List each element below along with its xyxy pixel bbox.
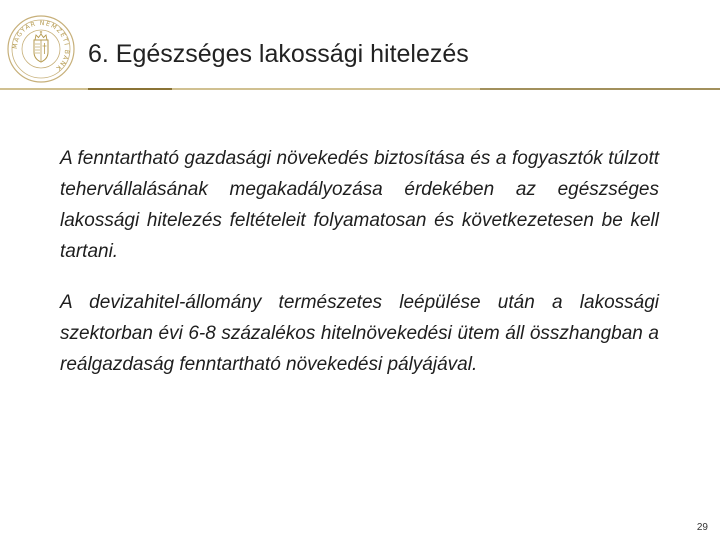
body-paragraph-1: A fenntartható gazdasági növekedés biztosítása és a fogyasztók túlzott tehervállalásának megakadályozása érdekében az egészséges lakossági hitelezés feltételeit folyamatosan és következetesen be kell tartani. (60, 148, 659, 262)
bank-seal-logo (6, 14, 76, 84)
seal-icon (6, 14, 76, 84)
title-divider (0, 88, 720, 90)
page-number: 29 (696, 522, 708, 533)
svg-text:MAGYAR NEMZETI BANK: MAGYAR NEMZETI BANK (11, 19, 71, 73)
slide-title: 6. Egészséges lakossági hitelezés (88, 40, 469, 68)
body-paragraph-2: A devizahitel-állomány természetes leépülése után a lakossági szektorban évi 6-8 százalékos hitelnövekedési ütem áll összhangban a reálgazdaság fenntartható növekedési pályájával. (60, 292, 659, 375)
